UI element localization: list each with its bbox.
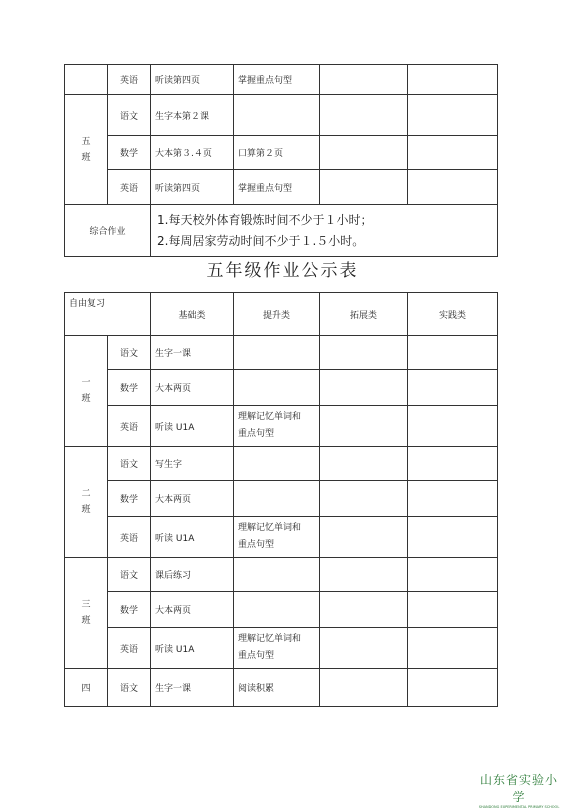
practice-cell: [408, 628, 498, 669]
previous-homework-table: [64, 64, 498, 257]
subject-cell: 数学: [108, 370, 151, 406]
advanced-cell: 掌握重点句型: [234, 65, 320, 95]
extended-cell: [320, 170, 408, 205]
advanced-cell: 理解记忆单词和 重点句型: [234, 406, 320, 447]
basic-cell: 课后练习: [151, 558, 234, 592]
header-advanced: 提升类: [234, 293, 320, 336]
table-row: [65, 170, 498, 205]
grade5-homework-table: [64, 292, 498, 707]
practice-cell: [408, 336, 498, 370]
table-row: [65, 669, 498, 707]
general-homework-label: 综合作业: [65, 205, 151, 257]
basic-cell: 大本两页: [151, 481, 234, 517]
class-label: 四: [65, 669, 108, 707]
school-logo: [474, 771, 564, 809]
basic-cell: 大本第３.４页: [151, 136, 234, 170]
page-title: 五年级作业公示表: [206, 261, 359, 281]
class-cell: [65, 65, 108, 95]
advanced-cell: [234, 95, 320, 136]
general-homework-notes: [151, 205, 498, 257]
extended-cell: [320, 558, 408, 592]
subject-cell: 英语: [108, 170, 151, 205]
class-label: 三 班: [65, 558, 108, 669]
extended-cell: [320, 592, 408, 628]
table-row: [65, 136, 498, 170]
practice-cell: [408, 517, 498, 558]
subject-cell: 英语: [108, 628, 151, 669]
extended-cell: [320, 406, 408, 447]
practice-cell: [408, 370, 498, 406]
practice-cell: [408, 406, 498, 447]
table-row: [65, 370, 498, 406]
subject-cell: 数学: [108, 592, 151, 628]
basic-cell: 大本两页: [151, 592, 234, 628]
practice-cell: [408, 65, 498, 95]
subject-cell: 语文: [108, 669, 151, 707]
basic-cell: 大本两页: [151, 370, 234, 406]
extended-cell: [320, 65, 408, 95]
extended-cell: [320, 95, 408, 136]
subject-cell: 语文: [108, 558, 151, 592]
table-row: [65, 336, 498, 370]
header-basic: 基础类: [151, 293, 234, 336]
subject-cell: 语文: [108, 447, 151, 481]
advanced-cell: [234, 447, 320, 481]
header-corner: 自由复习: [65, 293, 151, 336]
class-label: 二 班: [65, 447, 108, 558]
table-row: [65, 205, 498, 257]
extended-cell: [320, 370, 408, 406]
basic-cell: 听读第四页: [151, 170, 234, 205]
practice-cell: [408, 447, 498, 481]
extended-cell: [320, 669, 408, 707]
class-label: 一 班: [65, 336, 108, 447]
extended-cell: [320, 481, 408, 517]
basic-cell: 听读第四页: [151, 65, 234, 95]
subject-cell: 英语: [108, 65, 151, 95]
basic-cell: 生字一课: [151, 336, 234, 370]
basic-cell: 生字本第２课: [151, 95, 234, 136]
table-row: [65, 592, 498, 628]
table-row: [65, 447, 498, 481]
subject-cell: 语文: [108, 95, 151, 136]
basic-cell: 写生字: [151, 447, 234, 481]
table-row: [65, 558, 498, 592]
table-row: [65, 65, 498, 95]
subject-cell: 数学: [108, 136, 151, 170]
subject-cell: 英语: [108, 517, 151, 558]
extended-cell: [320, 517, 408, 558]
practice-cell: [408, 170, 498, 205]
table-row: [65, 406, 498, 447]
extended-cell: [320, 447, 408, 481]
advanced-cell: 阅读积累: [234, 669, 320, 707]
subject-cell: 数学: [108, 481, 151, 517]
advanced-cell: [234, 558, 320, 592]
subject-cell: 英语: [108, 406, 151, 447]
basic-cell: 听读 U1A: [151, 517, 234, 558]
table-row: [65, 628, 498, 669]
extended-cell: [320, 336, 408, 370]
basic-cell: 听读 U1A: [151, 406, 234, 447]
advanced-cell: 口算第２页: [234, 136, 320, 170]
practice-cell: [408, 95, 498, 136]
header-extended: 拓展类: [320, 293, 408, 336]
advanced-cell: 掌握重点句型: [234, 170, 320, 205]
practice-cell: [408, 481, 498, 517]
advanced-cell: [234, 370, 320, 406]
subject-cell: 语文: [108, 336, 151, 370]
header-practice: 实践类: [408, 293, 498, 336]
basic-cell: 听读 U1A: [151, 628, 234, 669]
practice-cell: [408, 136, 498, 170]
advanced-cell: 理解记忆单词和 重点句型: [234, 517, 320, 558]
basic-cell: 生字一课: [151, 669, 234, 707]
header-row: [65, 293, 498, 336]
advanced-cell: [234, 592, 320, 628]
advanced-cell: [234, 481, 320, 517]
advanced-cell: 理解记忆单词和 重点句型: [234, 628, 320, 669]
practice-cell: [408, 592, 498, 628]
school-name-en: SHANDONG EXPERIMENTAL PRIMARY SCHOOL: [478, 805, 560, 809]
extended-cell: [320, 136, 408, 170]
general-note: 1.每天校外体育锻炼时间不少于１小时；: [157, 212, 373, 227]
general-note: 2.每周居家劳动时间不少于１.５小时。: [157, 233, 365, 248]
extended-cell: [320, 628, 408, 669]
table-row: [65, 517, 498, 558]
practice-cell: [408, 558, 498, 592]
table-row: [65, 481, 498, 517]
school-name: 山东省实验小学: [479, 773, 558, 804]
practice-cell: [408, 669, 498, 707]
table-row: [65, 95, 498, 136]
class-label: 五 班: [65, 95, 108, 205]
advanced-cell: [234, 336, 320, 370]
